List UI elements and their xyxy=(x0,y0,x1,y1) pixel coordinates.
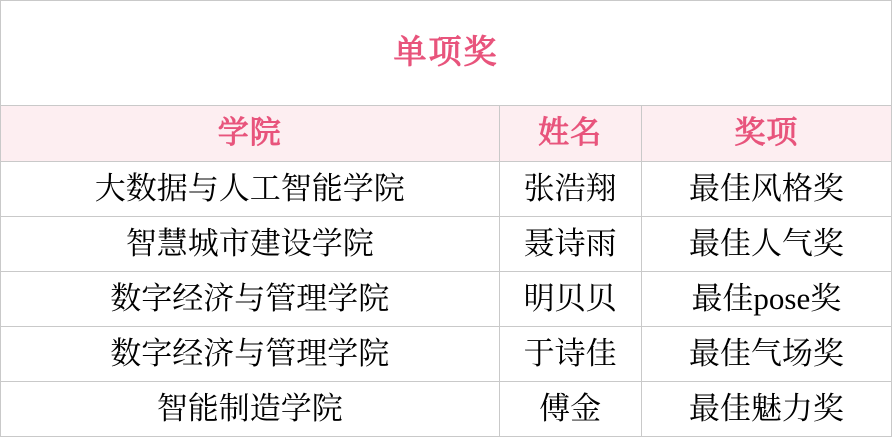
cell-award: 最佳气场奖 xyxy=(641,327,891,382)
table-row xyxy=(1,162,892,217)
cell-award: 最佳魅力奖 xyxy=(641,382,891,437)
cell-name: 张浩翔 xyxy=(499,162,641,217)
table-title-row xyxy=(1,1,892,106)
table-row xyxy=(1,217,892,272)
cell-college: 智慧城市建设学院 xyxy=(1,217,500,272)
cell-award: 最佳pose奖 xyxy=(641,272,891,327)
table-row xyxy=(1,272,892,327)
table-title-cell xyxy=(1,1,892,106)
cell-name: 聂诗雨 xyxy=(499,217,641,272)
column-header-college: 学院 xyxy=(1,106,500,162)
page-title: 单项奖 xyxy=(393,34,499,71)
cell-name: 于诗佳 xyxy=(499,327,641,382)
cell-award: 最佳风格奖 xyxy=(641,162,891,217)
cell-award: 最佳人气奖 xyxy=(641,217,891,272)
table-row xyxy=(1,327,892,382)
column-header-award: 奖项 xyxy=(641,106,891,162)
cell-name: 明贝贝 xyxy=(499,272,641,327)
cell-college: 数字经济与管理学院 xyxy=(1,327,500,382)
table-header-row xyxy=(1,106,892,162)
column-header-name: 姓名 xyxy=(499,106,641,162)
cell-college: 大数据与人工智能学院 xyxy=(1,162,500,217)
cell-college: 数字经济与管理学院 xyxy=(1,272,500,327)
cell-college: 智能制造学院 xyxy=(1,382,500,437)
table-row xyxy=(1,382,892,437)
cell-name: 傅金 xyxy=(499,382,641,437)
